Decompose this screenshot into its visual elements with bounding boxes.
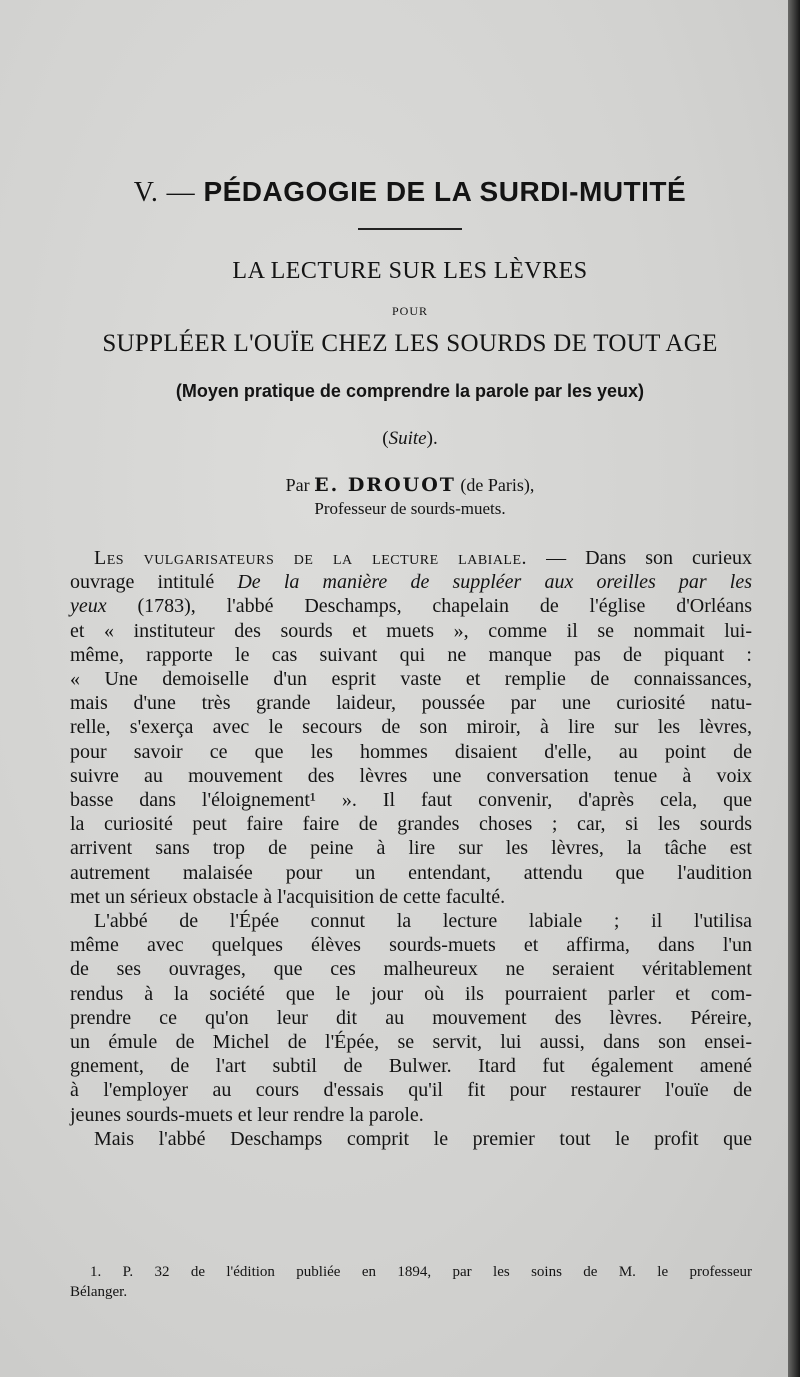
section-lead-in: Les vulgarisateurs de la lecture labiale. [94,547,528,569]
body-text-line: prendre ce qu'on leur dit au mouvement des lèvres. Péreire, [70,1006,752,1029]
body-text-line: mais d'une très grande laideur, poussée par une curiosité natu- [70,692,752,715]
body-text-line: basse dans l'éloignement¹ ». Il faut convenir, d'après cela, que [70,789,752,812]
title-rule-divider [358,228,462,230]
body-text-line: Les vulgarisateurs de la lecture labiale. — Dans son curieux [94,547,752,569]
section-number: V. [133,177,159,208]
body-text-line: la curiosité peut faire faire de grandes choses ; car, si les sourds [70,813,752,836]
body-text-line: ouvrage intitulé De la manière de suppléer aux oreilles par les [70,571,752,594]
author-suffix: (de Paris), [460,475,535,495]
section-title [70,176,750,209]
body-text-line: jeunes sourds-muets et leur rendre la parole. [70,1103,424,1126]
book-title-italic: De la manière de suppléer aux oreilles par les [237,571,752,594]
body-text-line: Mais l'abbé Deschamps comprit le premier tout le profit que [94,1127,752,1150]
body-text-line: autrement malaisée pour un entendant, attendu que l'audition [70,861,752,884]
body-text-line: gnement, de l'art subtil de Bulwer. Itard fut également amené [70,1055,752,1078]
body-text-line: relle, s'exerça avec le secours de son miroir, à lire sur les lèvres, [70,716,752,739]
body-text-line: rendus à la société que le jour où ils pourraient parler et com- [70,982,752,1005]
section-dash: — [166,177,196,208]
author-title: Professeur de sourds-muets. [314,499,506,518]
footnote [70,1262,752,1302]
body-text-line: arrivent sans trop de peine à lire sur les lèvres, la tâche est [70,837,752,860]
body-text-line: yeux (1783), l'abbé Deschamps, chapelain de l'église d'Orléans [70,595,752,618]
author-name: E. DROUOT [314,474,456,496]
footnote-line: 1. P. 32 de l'édition publiée en 1894, par les soins de M. le professeur [90,1264,752,1280]
author-prefix: Par [285,475,310,495]
body-text-line: met un sérieux obstacle à l'acquisition de cette faculté. [70,885,506,908]
body-text-line: suivre au mouvement des lèvres une conversation tenue à voix [70,764,752,787]
footnote-line: Bélanger. [70,1284,128,1300]
suite-label: Suite [388,428,427,449]
body-text-line: même avec quelques élèves sourds-muets et affirma, dans l'un [70,934,752,957]
author-line [70,474,750,496]
article-title-line3: SUPPLÉER L'OUÏE CHEZ LES SOURDS DE TOUT AGE [102,330,718,357]
body-text-line: de ses ouvrages, que ces malheureux ne seraient véritablement [70,958,752,981]
article-body [70,546,752,1151]
article-title-line1: LA LECTURE SUR LES LÈVRES [232,258,588,284]
body-text-line: un émule de Michel de l'Épée, se servit, lui aussi, dans son ensei- [70,1031,752,1054]
article-subtitle: (Moyen pratique de comprendre la parole par les yeux) [175,381,645,401]
page-edge-shadow [788,0,800,1377]
body-text-line: pour savoir ce que les hommes disaient d'elle, au point de [70,740,752,763]
body-text-line: et « instituteur des sourds et muets », comme il se nommait lui- [70,619,752,642]
body-text-line: à l'employer au cours d'essais qu'il fit pour restaurer l'ouïe de [70,1079,752,1102]
article-title-line2: POUR [391,304,428,318]
body-text-line: « Une demoiselle d'un esprit vaste et remplie de connaissances, [70,668,752,691]
section-title-text: PÉDAGOGIE DE LA SURDI-MUTITÉ [203,176,687,207]
book-title-italic: yeux [70,595,107,618]
body-text-line: L'abbé de l'Épée connut la lecture labiale ; il l'utilisa [94,910,752,933]
article-suite: (Suite). [382,428,438,449]
body-text-line: même, rapporte le cas suivant qui ne manque pas de piquant : [70,643,752,666]
